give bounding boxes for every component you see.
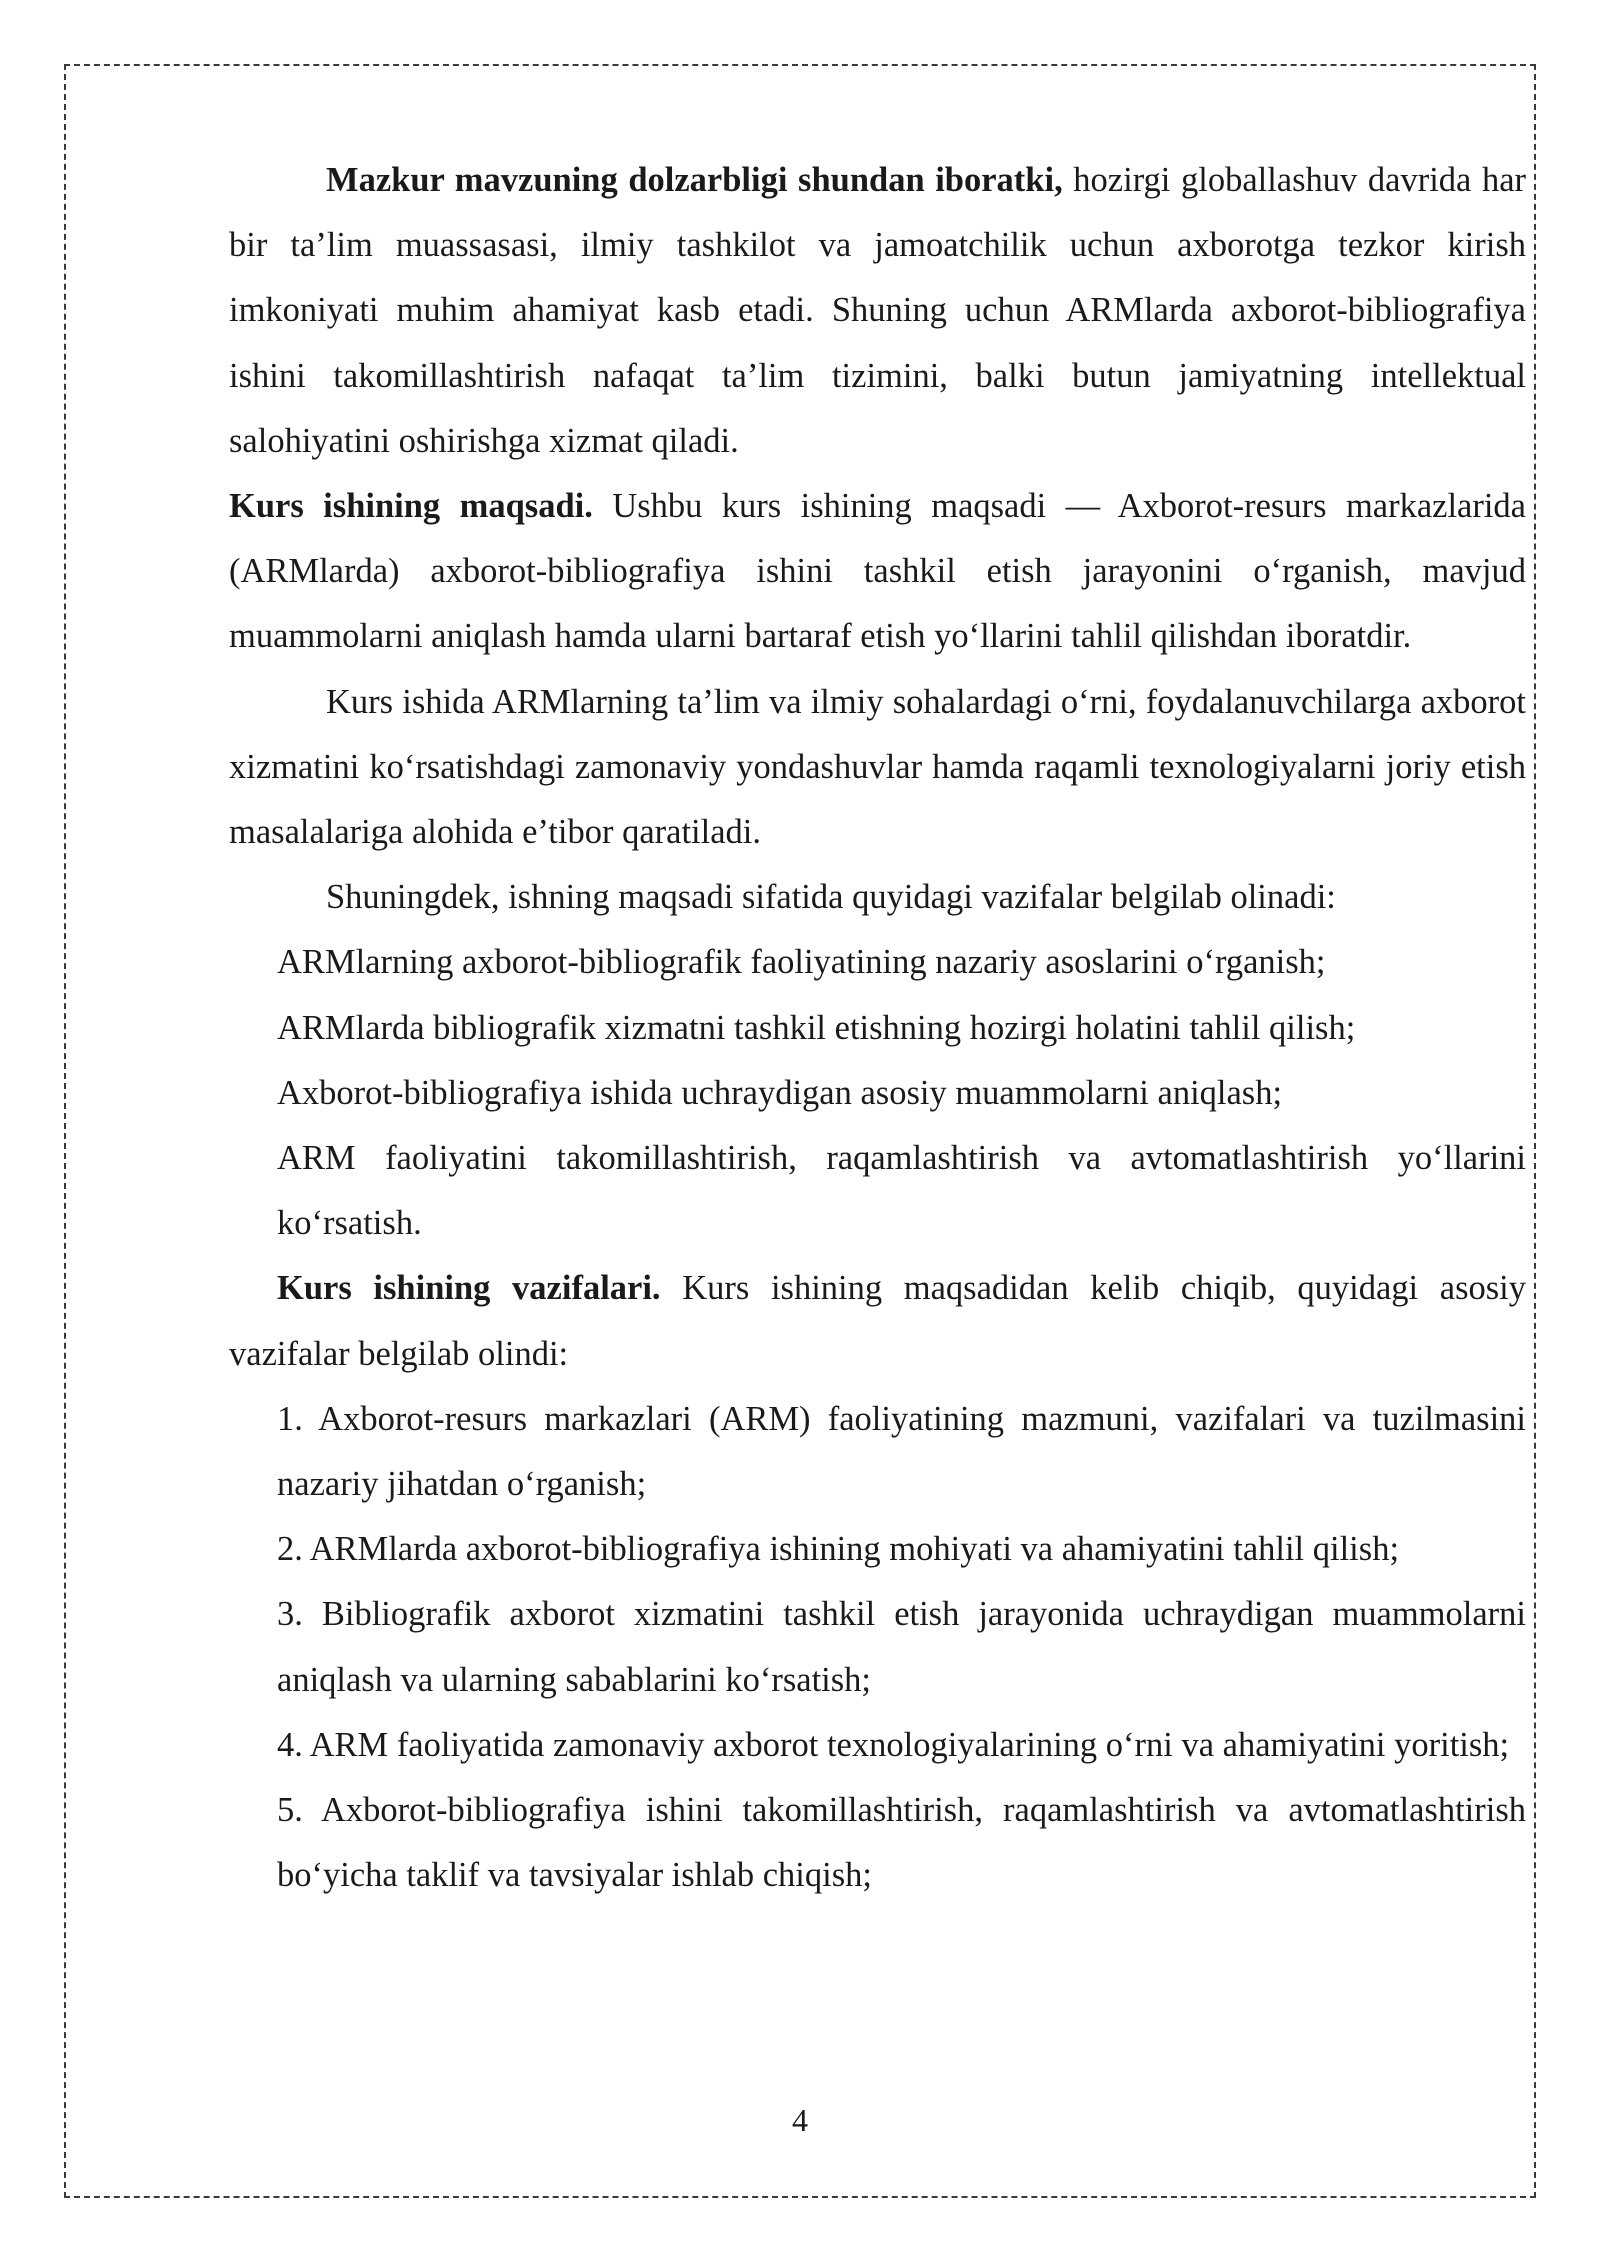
relevance-text: hozirgi globallashuv davrida har bir ta’lim muassasasi, ilmiy tashkilot va jamoatchilik uchun axborotga tezkor kirish imkoniyati muhim ahamiyat kasb etadi. Shuning uchun ARMlarda axborot-bibliografiya ishini takomillashtirish nafaqat ta’lim tizimini, balki butun jamiyatning intellektual salohiyatini oshirishga xizmat qiladi. xyxy=(229,161,1526,460)
goal-text: Ushbu kurs ishining maqsadi — Axborot-resurs markazlarida (ARMlarda) axborot-bibliografiya ishini tashkil etish jarayonini o‘rganish, mavjud muammolarni aniqlash hamda ularni bartaraf etish yo‘llarini tahlil qilishdan iboratdir. xyxy=(229,487,1526,656)
goal-tasks-intro: Shuningdek, ishning maqsadi sifatida quyidagi vazifalar belgilab olinadi: xyxy=(326,878,1336,917)
relevance-heading: Mazkur mavzuning dolzarbligi shundan iboratki, xyxy=(326,161,1063,199)
tasks-text: Kurs ishining maqsadidan kelib chiqib, quyidagi asosiy vazifalar belgilab olindi: xyxy=(229,1269,1527,1373)
list-item: Axborot-bibliografiya ishida uchraydigan asosiy muammolarni aniqlash; xyxy=(277,1073,1283,1112)
list-item: ARMlarning axborot-bibliografik faoliyatining nazariy asoslarini o‘rganish; xyxy=(277,943,1326,982)
goal-paragraph xyxy=(229,474,1526,670)
tasks-paragraph xyxy=(229,1256,1526,1386)
numbered-item: 4. ARM faoliyatida zamonaviy axborot texnologiyalarining o‘rni va ahamiyatini yoritish; xyxy=(277,1725,1510,1764)
numbered-item: 5. Axborot-bibliografiya ishini takomillashtirish, raqamlashtirish va avtomatlashtirish bo‘yicha taklif va tavsiyalar ishlab chiqish; xyxy=(277,1791,1526,1895)
document-body xyxy=(229,148,1526,1908)
goal-heading: Kurs ishining maqsadi. xyxy=(229,487,593,526)
list-item: ARMlarda bibliografik xizmatni tashkil etishning hozirgi holatini tahlil qilish; xyxy=(277,1008,1356,1047)
numbered-item: 2. ARMlarda axborot-bibliografiya ishining mohiyati va ahamiyatini tahlil qilish; xyxy=(277,1530,1400,1569)
numbered-item: 1. Axborot-resurs markazlari (ARM) faoliyatining mazmuni, vazifalari va tuzilmasini nazariy jihatdan o‘rganish; xyxy=(277,1399,1526,1504)
list-item: ARM faoliyatini takomillashtirish, raqamlashtirish va avtomatlashtirish yo‘llarini ko‘rsatish. xyxy=(277,1139,1526,1243)
relevance-paragraph xyxy=(229,148,1526,474)
attention-paragraph: Kurs ishida ARMlarning ta’lim va ilmiy sohalardagi o‘rni, foydalanuvchilarga axborot xizmatini ko‘rsatishdagi zamonaviy yondashuvlar hamda raqamli texnologiyalarni joriy etish masalalariga alohida e’tibor qaratiladi. xyxy=(229,682,1526,852)
tasks-heading: Kurs ishining vazifalari. xyxy=(277,1269,661,1308)
numbered-item: 3. Bibliografik axborot xizmatini tashkil etish jarayonida uchraydigan muammolarni aniqlash va ularning sabablarini ko‘rsatish; xyxy=(277,1595,1526,1699)
page-number: 4 xyxy=(792,2102,808,2138)
